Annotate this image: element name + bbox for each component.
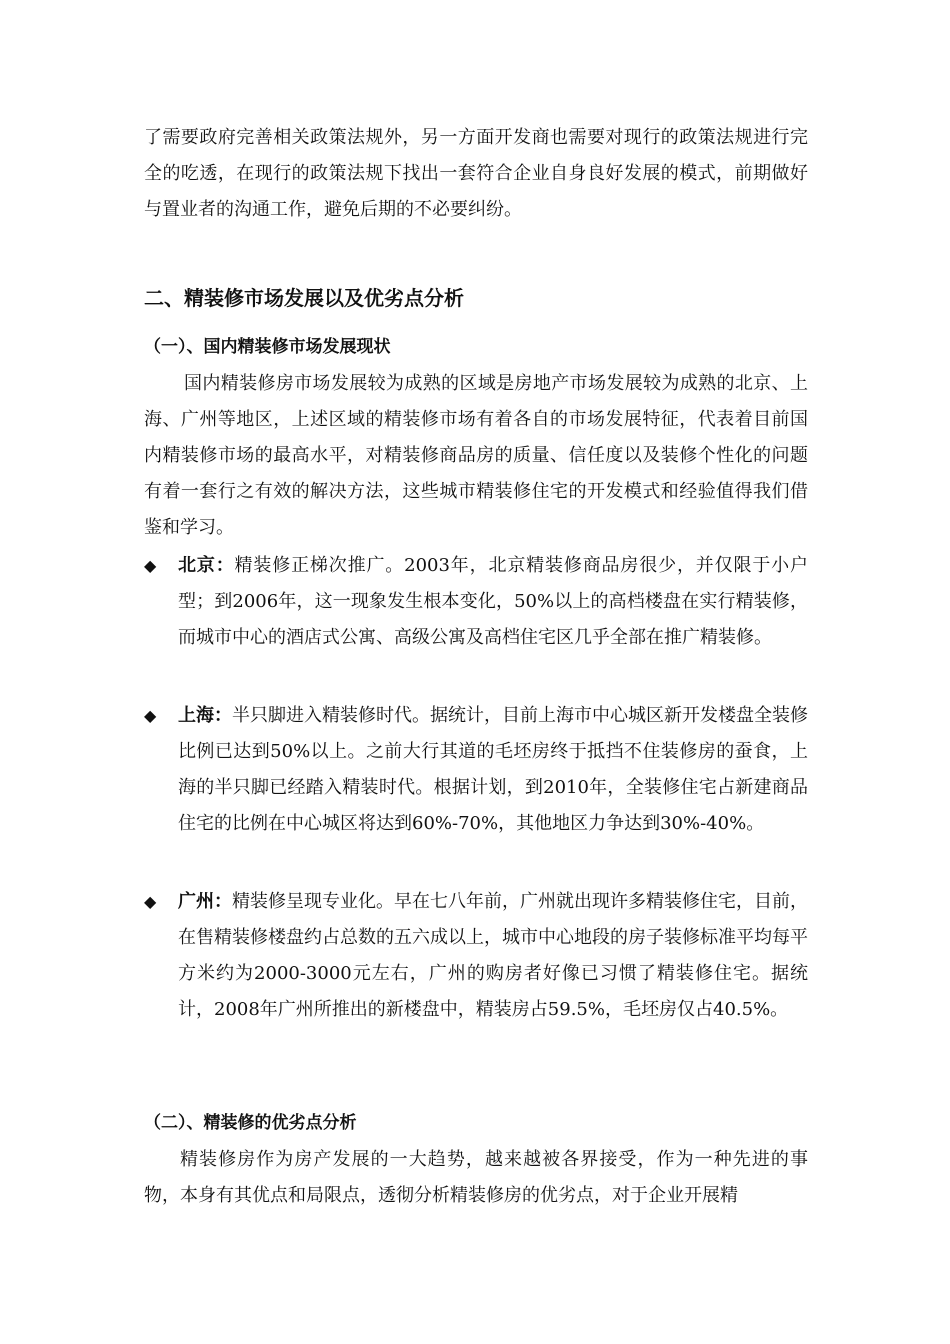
section-2-heading: 二、精装修市场发展以及优劣点分析 [144,286,464,310]
subsection-2-paragraph: 精装修房作为房产发展的一大趋势，越来越被各界接受，作为一种先进的事物，本身有其优点和局限点，透彻分析精装修房的优劣点，对于企业开展精 [144,1149,808,1206]
bullet-item-shanghai [144,698,808,842]
subsection-1-heading: （一）、国内精装修市场发展现状 [144,337,391,357]
bullet-label: 北京： [178,555,235,576]
bullet-label: 广州： [178,891,232,912]
bullet-item-beijing [144,548,808,656]
bullet-body [178,698,808,842]
bullet-text: 精装修呈现专业化。早在七八年前，广州就出现许多精装修住宅，目前，在售精装修楼盘约占总数的五六成以上，城市中心地段的房子装修标准平均每平方米约为2000-3000元左右，广州的购房者好像已习惯了精装修住宅。据统计，2008年广州所推出的新楼盘中，精装房占59.5%，毛坯房仅占40.5%。 [178,891,808,1020]
diamond-bullet-icon: ◆ [144,892,157,911]
diamond-bullet-icon: ◆ [144,706,157,725]
bullet-body [178,884,808,1028]
bullet-text: 精装修正梯次推广。2003年，北京精装修商品房很少，并仅限于小户型；到2006年，这一现象发生根本变化，50%以上的高档楼盘在实行精装修，而城市中心的酒店式公寓、高级公寓及高档住宅区几乎全部在推广精装修。 [178,555,809,648]
bullet-item-guangzhou [144,884,808,1028]
diamond-bullet-icon: ◆ [144,556,157,575]
bullet-body [178,548,808,656]
bullet-text: 半只脚进入精装修时代。据统计，目前上海市中心城区新开发楼盘全装修比例已达到50%以上。之前大行其道的毛坯房终于抵挡不住装修房的蚕食，上海的半只脚已经踏入精装时代。根据计划，到2010年，全装修住宅占新建商品住宅的比例在中心城区将达到60%-70%，其他地区力争达到30%-40%。 [178,705,808,834]
subsection-1-paragraph: 国内精装修房市场发展较为成熟的区域是房地产市场发展较为成熟的北京、上海、广州等地区，上述区域的精装修市场有着各自的市场发展特征，代表着目前国内精装修市场的最高水平，对精装修商品房的质量、信任度以及装修个性化的问题有着一套行之有效的解决方法，这些城市精装修住宅的开发模式和经验值得我们借鉴和学习。 [144,373,808,538]
intro-paragraph: 了需要政府完善相关政策法规外，另一方面开发商也需要对现行的政策法规进行完全的吃透，在现行的政策法规下找出一套符合企业自身良好发展的模式，前期做好与置业者的沟通工作，避免后期的不必要纠纷。 [144,127,808,220]
bullet-label: 上海： [178,705,232,726]
subsection-2-heading: （二）、精装修的优劣点分析 [144,1113,357,1133]
